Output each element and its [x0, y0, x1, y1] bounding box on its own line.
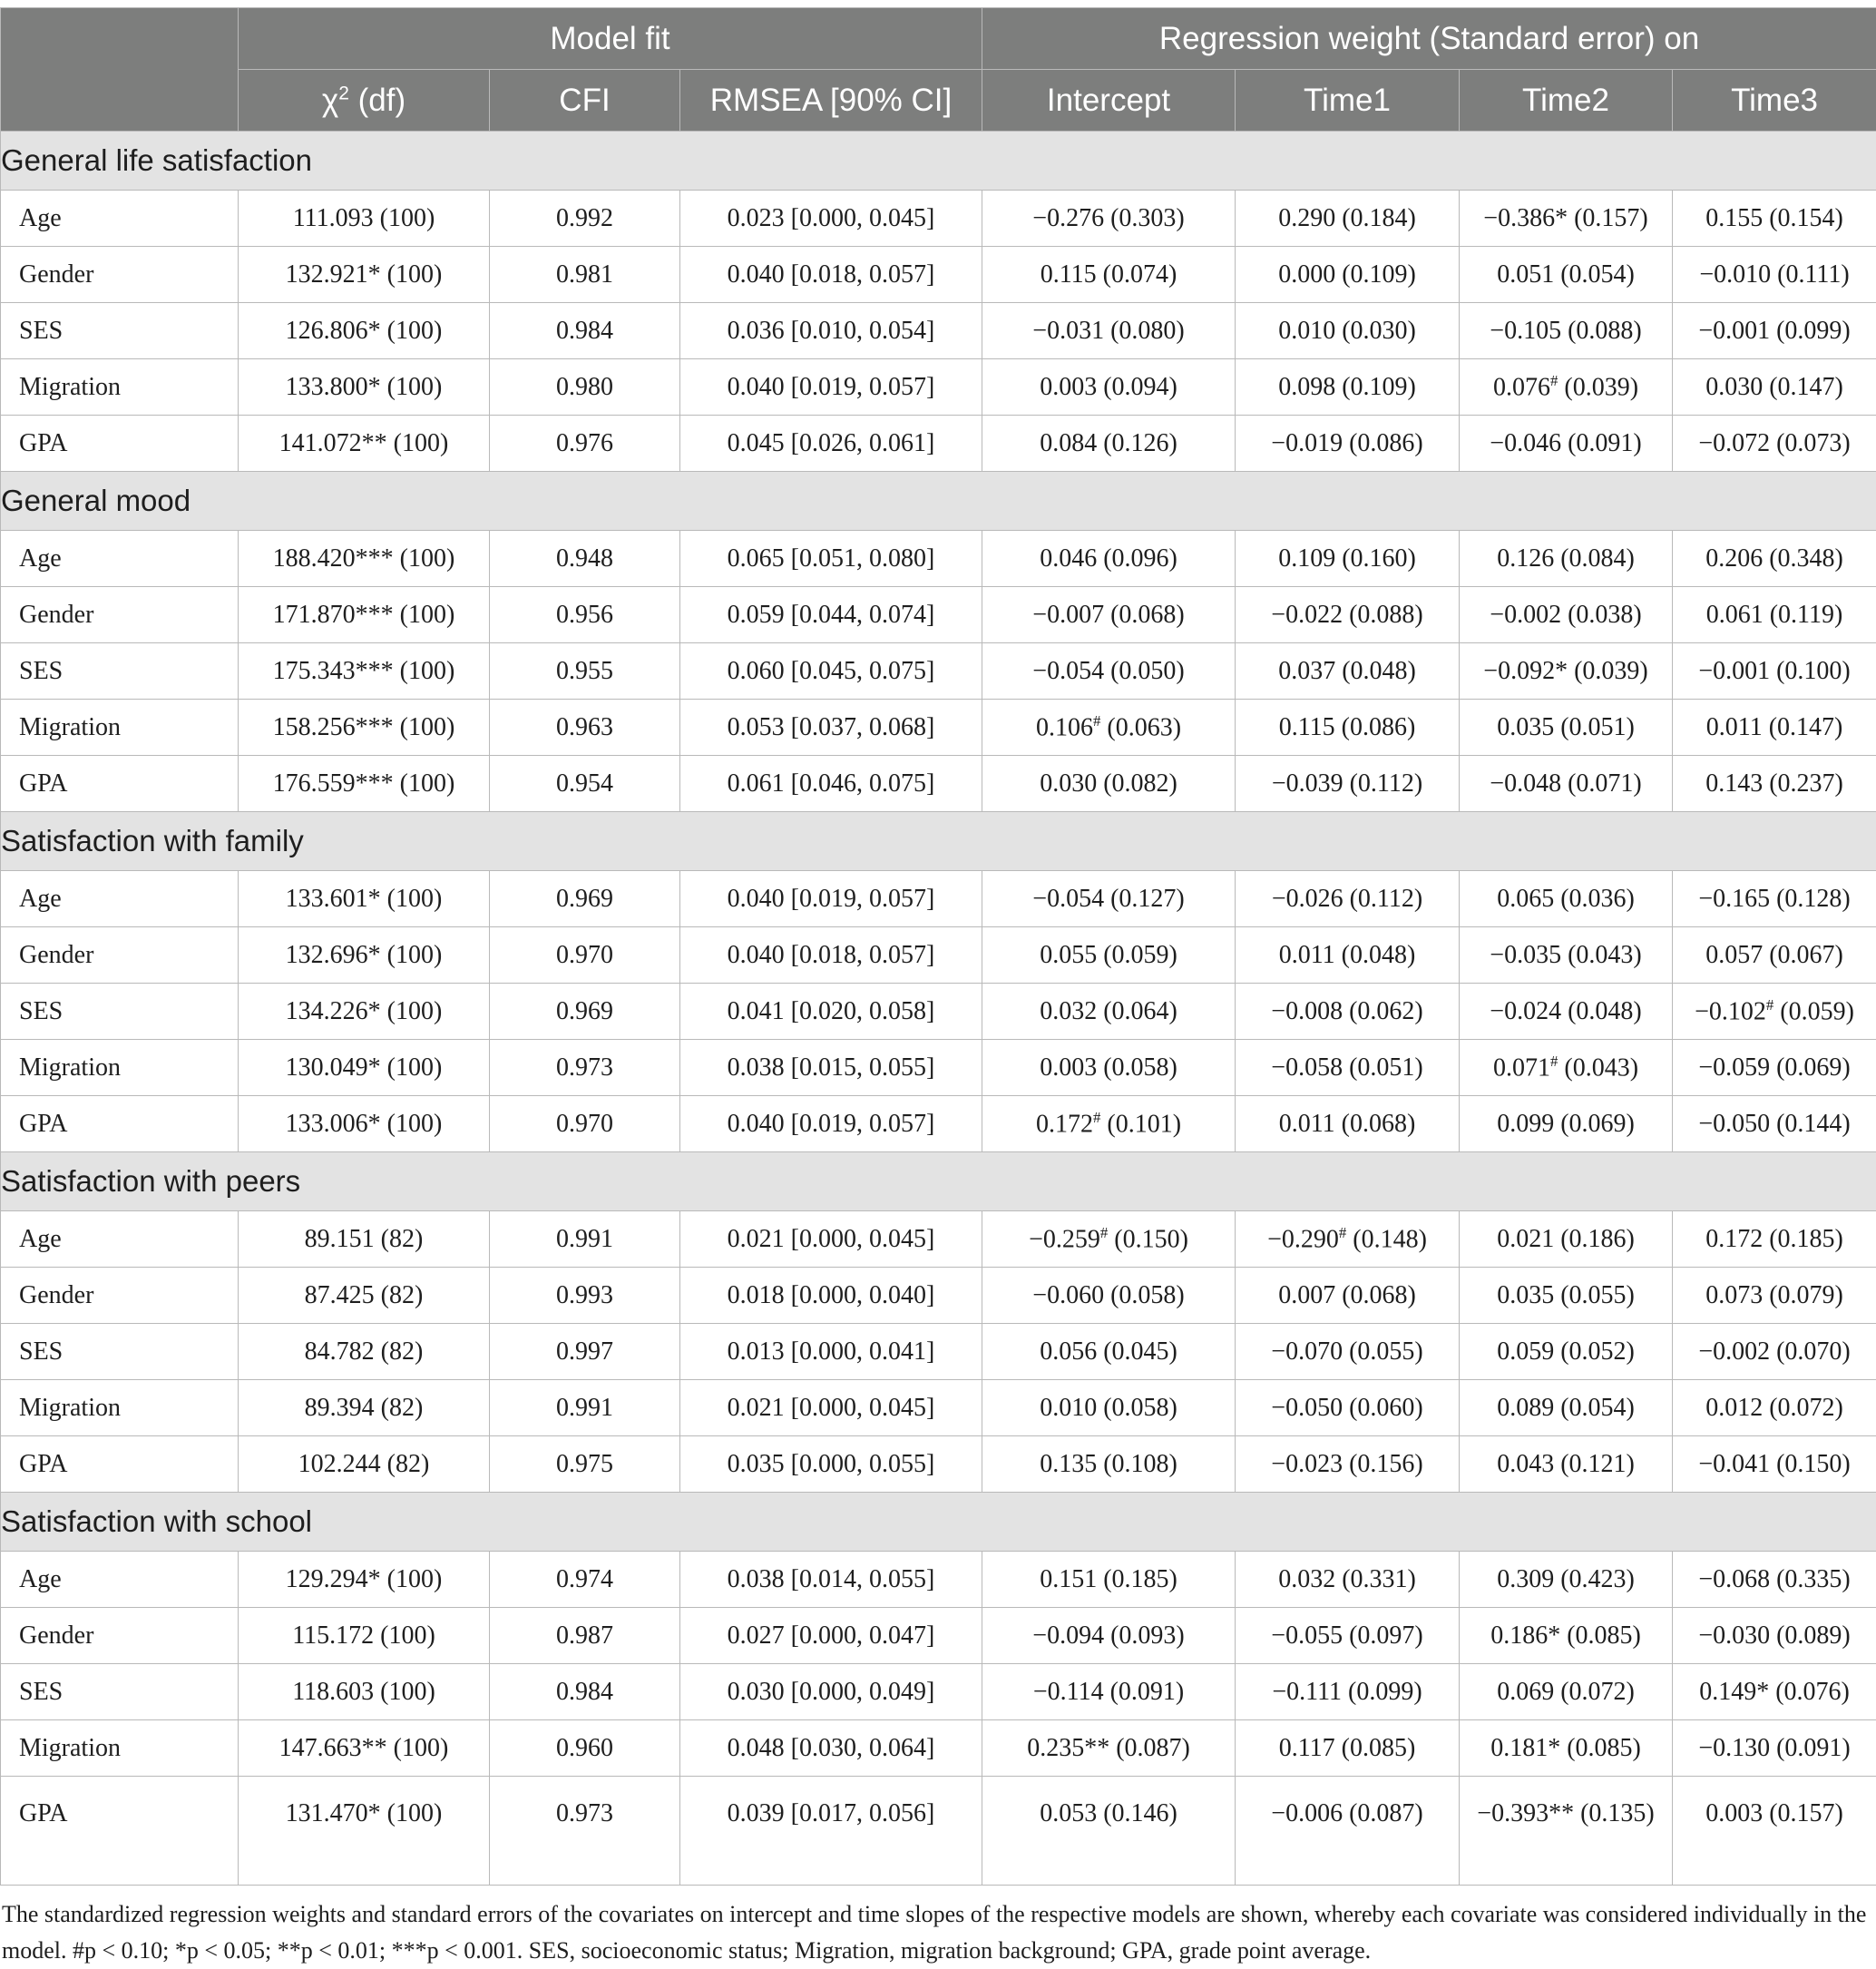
table-row [1, 1096, 1876, 1152]
table-row [1, 643, 1876, 700]
table-cell: 0.061 (0.119) [1673, 587, 1876, 643]
table-cell: 0.037 (0.048) [1236, 643, 1460, 700]
table-cell: −0.050 (0.060) [1236, 1380, 1460, 1436]
table-cell: −0.070 (0.055) [1236, 1324, 1460, 1380]
results-table [0, 7, 1876, 1886]
table-cell: −0.054 (0.127) [982, 871, 1236, 927]
table-cell: 0.206 (0.348) [1673, 531, 1876, 587]
table-cell: 0.975 [490, 1436, 680, 1493]
header-rmsea: RMSEA [90% CI] [680, 70, 982, 132]
table-cell: 0.018 [0.000, 0.040] [680, 1268, 982, 1324]
table-cell: 0.043 (0.121) [1460, 1436, 1673, 1493]
table-cell: 0.051 (0.054) [1460, 247, 1673, 303]
table-cell: −0.130 (0.091) [1673, 1720, 1876, 1777]
table-row [1, 1268, 1876, 1324]
table-cell: 84.782 (82) [239, 1324, 490, 1380]
table-cell: 0.059 (0.052) [1460, 1324, 1673, 1380]
table-cell: 0.053 [0.037, 0.068] [680, 700, 982, 756]
section-title: General life satisfaction [1, 132, 1876, 191]
row-label: Gender [1, 927, 239, 984]
table-cell: 0.991 [490, 1380, 680, 1436]
row-label: Gender [1, 587, 239, 643]
row-label: Migration [1, 359, 239, 416]
table-cell: 0.172 (0.185) [1673, 1211, 1876, 1268]
table-cell: −0.058 (0.051) [1236, 1040, 1460, 1096]
section-header-row [1, 812, 1876, 871]
table-cell: 0.956 [490, 587, 680, 643]
table-cell: −0.102# (0.059) [1673, 984, 1876, 1040]
table-cell: 0.038 [0.014, 0.055] [680, 1552, 982, 1608]
table-cell: 0.040 [0.018, 0.057] [680, 927, 982, 984]
table-cell: −0.290# (0.148) [1236, 1211, 1460, 1268]
table-row [1, 1380, 1876, 1436]
table-cell: 0.038 [0.015, 0.055] [680, 1040, 982, 1096]
table-cell: −0.105 (0.088) [1460, 303, 1673, 359]
table-cell: 0.057 (0.067) [1673, 927, 1876, 984]
table-cell: −0.111 (0.099) [1236, 1664, 1460, 1720]
table-row [1, 191, 1876, 247]
table-cell: 0.065 (0.036) [1460, 871, 1673, 927]
table-row [1, 416, 1876, 472]
table-cell: 0.021 [0.000, 0.045] [680, 1211, 982, 1268]
table-cell: 176.559*** (100) [239, 756, 490, 812]
table-cell: 0.987 [490, 1608, 680, 1664]
row-label: Age [1, 191, 239, 247]
table-cell: 0.098 (0.109) [1236, 359, 1460, 416]
row-label: GPA [1, 1436, 239, 1493]
table-cell: −0.002 (0.038) [1460, 587, 1673, 643]
table-cell: −0.035 (0.043) [1460, 927, 1673, 984]
table-cell: 0.970 [490, 1096, 680, 1152]
table-row [1, 531, 1876, 587]
table-cell: 0.040 [0.019, 0.057] [680, 359, 982, 416]
table-cell: 0.040 [0.019, 0.057] [680, 1096, 982, 1152]
table-cell: −0.165 (0.128) [1673, 871, 1876, 927]
table-body [1, 132, 1876, 1886]
table-cell: 0.115 (0.074) [982, 247, 1236, 303]
table-cell: 0.151 (0.185) [982, 1552, 1236, 1608]
table-cell: 0.155 (0.154) [1673, 191, 1876, 247]
table-cell: 0.055 (0.059) [982, 927, 1236, 984]
row-label: SES [1, 643, 239, 700]
table-row [1, 359, 1876, 416]
row-label: GPA [1, 1096, 239, 1152]
table-cell: −0.019 (0.086) [1236, 416, 1460, 472]
table-cell: −0.094 (0.093) [982, 1608, 1236, 1664]
table-cell: 171.870*** (100) [239, 587, 490, 643]
table-cell: 0.039 [0.017, 0.056] [680, 1777, 982, 1886]
table-cell: 0.011 (0.068) [1236, 1096, 1460, 1152]
table-cell: 0.035 (0.055) [1460, 1268, 1673, 1324]
table-cell: −0.001 (0.099) [1673, 303, 1876, 359]
table-cell: 0.007 (0.068) [1236, 1268, 1460, 1324]
header-time1: Time1 [1236, 70, 1460, 132]
table-cell: 0.980 [490, 359, 680, 416]
table-cell: −0.048 (0.071) [1460, 756, 1673, 812]
table-cell: 0.061 [0.046, 0.075] [680, 756, 982, 812]
table-cell: 133.800* (100) [239, 359, 490, 416]
table-cell: 0.117 (0.085) [1236, 1720, 1460, 1777]
table-cell: −0.022 (0.088) [1236, 587, 1460, 643]
table-cell: −0.050 (0.144) [1673, 1096, 1876, 1152]
table-cell: 132.921* (100) [239, 247, 490, 303]
row-label: Gender [1, 247, 239, 303]
table-row [1, 247, 1876, 303]
table-cell: −0.092* (0.039) [1460, 643, 1673, 700]
table-row [1, 1040, 1876, 1096]
table-cell: 0.186* (0.085) [1460, 1608, 1673, 1664]
table-cell: 0.973 [490, 1777, 680, 1886]
row-label: Migration [1, 700, 239, 756]
table-cell: 158.256*** (100) [239, 700, 490, 756]
table-cell: 141.072** (100) [239, 416, 490, 472]
row-label: Gender [1, 1608, 239, 1664]
table-row [1, 587, 1876, 643]
row-label: GPA [1, 1777, 239, 1886]
row-label: Age [1, 1211, 239, 1268]
table-cell: 0.960 [490, 1720, 680, 1777]
table-row [1, 303, 1876, 359]
table-cell: −0.114 (0.091) [982, 1664, 1236, 1720]
table-cell: 0.035 [0.000, 0.055] [680, 1436, 982, 1493]
header-chi2: $\chi^2$ (df) [239, 70, 490, 132]
table-cell: 188.420*** (100) [239, 531, 490, 587]
table-cell: −0.002 (0.070) [1673, 1324, 1876, 1380]
table-cell: −0.031 (0.080) [982, 303, 1236, 359]
table-cell: 0.023 [0.000, 0.045] [680, 191, 982, 247]
table-cell: 0.976 [490, 416, 680, 472]
table-cell: 0.065 [0.051, 0.080] [680, 531, 982, 587]
table-cell: 0.021 (0.186) [1460, 1211, 1673, 1268]
table-cell: 0.036 [0.010, 0.054] [680, 303, 982, 359]
table-cell: 0.970 [490, 927, 680, 984]
table-cell: 0.076# (0.039) [1460, 359, 1673, 416]
table-cell: 0.981 [490, 247, 680, 303]
table-container [0, 7, 1876, 1969]
table-cell: 0.969 [490, 871, 680, 927]
table-cell: 0.011 (0.048) [1236, 927, 1460, 984]
table-row [1, 1777, 1876, 1886]
section-title: Satisfaction with family [1, 812, 1876, 871]
table-row [1, 1324, 1876, 1380]
table-cell: 0.149* (0.076) [1673, 1664, 1876, 1720]
table-cell: 0.059 [0.044, 0.074] [680, 587, 982, 643]
row-label: Age [1, 531, 239, 587]
table-cell: −0.023 (0.156) [1236, 1436, 1460, 1493]
table-row [1, 700, 1876, 756]
table-cell: −0.030 (0.089) [1673, 1608, 1876, 1664]
table-cell: 0.997 [490, 1324, 680, 1380]
row-label: GPA [1, 416, 239, 472]
table-cell: 0.984 [490, 1664, 680, 1720]
table-cell: −0.055 (0.097) [1236, 1608, 1460, 1664]
table-cell: 0.984 [490, 303, 680, 359]
table-cell: 115.172 (100) [239, 1608, 490, 1664]
table-cell: 0.172# (0.101) [982, 1096, 1236, 1152]
table-cell: 0.012 (0.072) [1673, 1380, 1876, 1436]
row-label: GPA [1, 756, 239, 812]
table-row [1, 1552, 1876, 1608]
table-row [1, 1436, 1876, 1493]
table-cell: 0.235** (0.087) [982, 1720, 1236, 1777]
table-cell: 0.973 [490, 1040, 680, 1096]
table-cell: 131.470* (100) [239, 1777, 490, 1886]
table-cell: 0.073 (0.079) [1673, 1268, 1876, 1324]
table-cell: 89.151 (82) [239, 1211, 490, 1268]
header-blank-cell [1, 8, 239, 132]
section-title: Satisfaction with school [1, 1493, 1876, 1552]
header-regression: Regression weight (Standard error) on [982, 8, 1876, 70]
table-cell: 0.109 (0.160) [1236, 531, 1460, 587]
table-cell: 0.143 (0.237) [1673, 756, 1876, 812]
table-cell: 0.046 (0.096) [982, 531, 1236, 587]
table-cell: 0.071# (0.043) [1460, 1040, 1673, 1096]
table-cell: 0.040 [0.018, 0.057] [680, 247, 982, 303]
row-label: SES [1, 984, 239, 1040]
table-cell: 0.084 (0.126) [982, 416, 1236, 472]
table-cell: −0.024 (0.048) [1460, 984, 1673, 1040]
table-cell: 0.992 [490, 191, 680, 247]
table-cell: 0.027 [0.000, 0.047] [680, 1608, 982, 1664]
section-header-row [1, 132, 1876, 191]
table-cell: 0.290 (0.184) [1236, 191, 1460, 247]
table-cell: 102.244 (82) [239, 1436, 490, 1493]
table-cell: −0.393** (0.135) [1460, 1777, 1673, 1886]
table-cell: 0.030 (0.147) [1673, 359, 1876, 416]
table-cell: 0.135 (0.108) [982, 1436, 1236, 1493]
table-cell: −0.060 (0.058) [982, 1268, 1236, 1324]
row-label: Migration [1, 1720, 239, 1777]
table-cell: 0.048 [0.030, 0.064] [680, 1720, 982, 1777]
table-cell: 0.003 (0.058) [982, 1040, 1236, 1096]
section-title: General mood [1, 472, 1876, 531]
table-row [1, 1608, 1876, 1664]
table-cell: 0.032 (0.064) [982, 984, 1236, 1040]
table-cell: 0.106# (0.063) [982, 700, 1236, 756]
table-cell: −0.008 (0.062) [1236, 984, 1460, 1040]
header-row-1 [1, 8, 1876, 70]
table-cell: 0.955 [490, 643, 680, 700]
section-header-row [1, 472, 1876, 531]
row-label: Migration [1, 1380, 239, 1436]
table-cell: 0.010 (0.058) [982, 1380, 1236, 1436]
table-cell: 0.003 (0.157) [1673, 1777, 1876, 1886]
table-cell: 0.069 (0.072) [1460, 1664, 1673, 1720]
table-cell: 147.663** (100) [239, 1720, 490, 1777]
header-intercept: Intercept [982, 70, 1236, 132]
table-cell: 0.045 [0.026, 0.061] [680, 416, 982, 472]
table-cell: 0.000 (0.109) [1236, 247, 1460, 303]
row-label: SES [1, 1324, 239, 1380]
table-row [1, 984, 1876, 1040]
table-cell: 0.948 [490, 531, 680, 587]
table-cell: 0.021 [0.000, 0.045] [680, 1380, 982, 1436]
table-cell: 111.093 (100) [239, 191, 490, 247]
table-row [1, 1664, 1876, 1720]
table-cell: 0.011 (0.147) [1673, 700, 1876, 756]
table-cell: 0.032 (0.331) [1236, 1552, 1460, 1608]
table-cell: 0.089 (0.054) [1460, 1380, 1673, 1436]
table-cell: −0.386* (0.157) [1460, 191, 1673, 247]
table-cell: 89.394 (82) [239, 1380, 490, 1436]
table-cell: 0.041 [0.020, 0.058] [680, 984, 982, 1040]
table-cell: 0.003 (0.094) [982, 359, 1236, 416]
table-cell: 0.010 (0.030) [1236, 303, 1460, 359]
table-cell: 0.030 [0.000, 0.049] [680, 1664, 982, 1720]
header-model-fit: Model fit [239, 8, 982, 70]
table-cell: 129.294* (100) [239, 1552, 490, 1608]
section-header-row [1, 1152, 1876, 1211]
table-cell: 0.954 [490, 756, 680, 812]
row-label: Migration [1, 1040, 239, 1096]
table-cell: 0.991 [490, 1211, 680, 1268]
table-cell: −0.010 (0.111) [1673, 247, 1876, 303]
table-cell: −0.026 (0.112) [1236, 871, 1460, 927]
table-footnote: The standardized regression weights and standard errors of the covariates on intercept and time slopes of the respective models are shown, whereby each covariate was considered individually in the model. #p < 0.10; *p < 0.05; **p < 0.01; ***p < 0.001. SES, socioeconomic status; Migration, migration background; GPA, grade point average. [0, 1886, 1872, 1969]
section-title: Satisfaction with peers [1, 1152, 1876, 1211]
table-cell: −0.001 (0.100) [1673, 643, 1876, 700]
table-row [1, 927, 1876, 984]
table-cell: 132.696* (100) [239, 927, 490, 984]
table-cell: 0.969 [490, 984, 680, 1040]
table-row [1, 756, 1876, 812]
table-row [1, 1211, 1876, 1268]
table-row [1, 871, 1876, 927]
table-cell: −0.054 (0.050) [982, 643, 1236, 700]
table-cell: 134.226* (100) [239, 984, 490, 1040]
table-cell: −0.006 (0.087) [1236, 1777, 1460, 1886]
table-cell: −0.059 (0.069) [1673, 1040, 1876, 1096]
row-label: SES [1, 303, 239, 359]
header-cfi: CFI [490, 70, 680, 132]
table-cell: 126.806* (100) [239, 303, 490, 359]
table-cell: 0.013 [0.000, 0.041] [680, 1324, 982, 1380]
header-time3: Time3 [1673, 70, 1876, 132]
table-cell: 130.049* (100) [239, 1040, 490, 1096]
table-cell: 175.343*** (100) [239, 643, 490, 700]
table-cell: 0.053 (0.146) [982, 1777, 1236, 1886]
row-label: Gender [1, 1268, 239, 1324]
row-label: Age [1, 871, 239, 927]
table-cell: 0.963 [490, 700, 680, 756]
table-cell: −0.068 (0.335) [1673, 1552, 1876, 1608]
table-cell: 133.006* (100) [239, 1096, 490, 1152]
table-cell: 0.974 [490, 1552, 680, 1608]
table-cell: 87.425 (82) [239, 1268, 490, 1324]
header-row-2 [1, 70, 1876, 132]
header-time2: Time2 [1460, 70, 1673, 132]
table-cell: 0.181* (0.085) [1460, 1720, 1673, 1777]
table-cell: 0.056 (0.045) [982, 1324, 1236, 1380]
table-cell: 0.030 (0.082) [982, 756, 1236, 812]
table-cell: 0.035 (0.051) [1460, 700, 1673, 756]
row-label: SES [1, 1664, 239, 1720]
table-row [1, 1720, 1876, 1777]
table-cell: 118.603 (100) [239, 1664, 490, 1720]
table-cell: −0.046 (0.091) [1460, 416, 1673, 472]
table-cell: −0.007 (0.068) [982, 587, 1236, 643]
table-cell: 0.060 [0.045, 0.075] [680, 643, 982, 700]
table-cell: −0.072 (0.073) [1673, 416, 1876, 472]
table-cell: −0.039 (0.112) [1236, 756, 1460, 812]
table-cell: 0.099 (0.069) [1460, 1096, 1673, 1152]
row-label: Age [1, 1552, 239, 1608]
table-cell: −0.041 (0.150) [1673, 1436, 1876, 1493]
section-header-row [1, 1493, 1876, 1552]
table-cell: 0.126 (0.084) [1460, 531, 1673, 587]
table-cell: 0.993 [490, 1268, 680, 1324]
table-cell: 0.115 (0.086) [1236, 700, 1460, 756]
table-cell: −0.259# (0.150) [982, 1211, 1236, 1268]
table-cell: 0.040 [0.019, 0.057] [680, 871, 982, 927]
table-cell: −0.276 (0.303) [982, 191, 1236, 247]
table-cell: 133.601* (100) [239, 871, 490, 927]
table-cell: 0.309 (0.423) [1460, 1552, 1673, 1608]
